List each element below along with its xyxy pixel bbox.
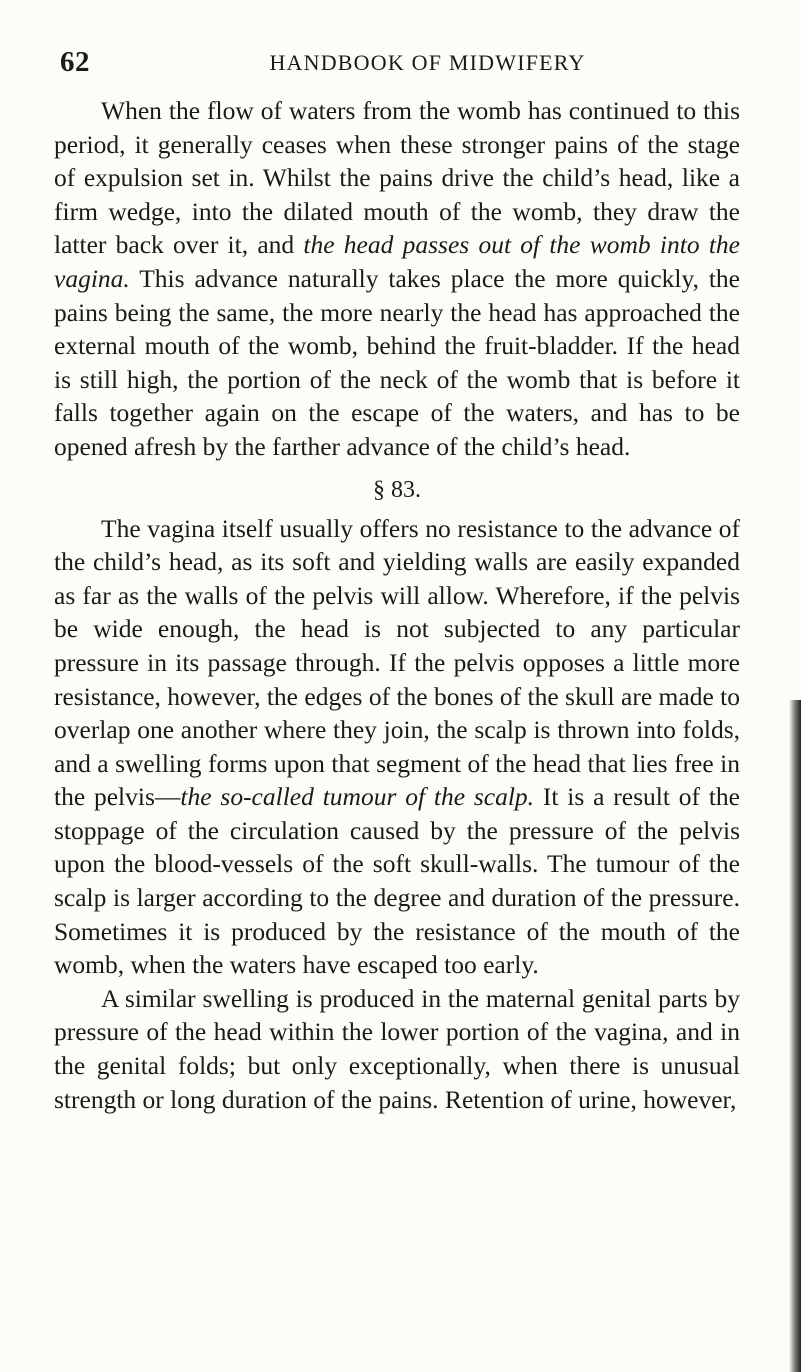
page-edge-shadow [789, 700, 801, 1372]
section-heading: § 83. [373, 476, 421, 503]
page-header [60, 46, 760, 86]
running-head: HANDBOOK OF MIDWIFERY [269, 50, 586, 75]
italic-phrase: the so-called tumour of the scalp. [180, 782, 535, 812]
body-text [54, 94, 740, 1116]
page-number: 62 [60, 46, 90, 78]
italic-phrase: the head passes out of the womb into the vagina. [54, 230, 740, 293]
paragraph-text: It is a result of the stoppage of the circulation caused by the pressure of the pelvis upon the blood-vessels of the soft skull-walls. The tumour of the scalp is larger according to the degree and duration of the pressure. Sometimes it is produced by the resistance of the mouth of the womb, when the waters have escaped too early. [54, 782, 740, 980]
paragraph-text: The vagina itself usually offers no resistance to the advance of the child’s head, as its soft and yielding walls are easily expanded as far as the walls of the pelvis will allow. Wherefore, if the pelvis be wide enough, the head is not subjected to any particular pressure in its passage through. If the pelvis opposes a little more resistance, however, the edges of the bones of the skull are made to overlap one another where they join, the scalp is thrown into folds, and a swelling forms upon that segment of the head that lies free in the pelvis— [54, 513, 740, 812]
paragraph-text: This advance naturally takes place the more quickly, the pains being the same, the more nearly the head has approached the external mouth of the womb, behind the fruit-bladder. If the head is still high, the portion of the neck of the womb that is before it falls together again on the escape of the waters, and has to be opened afresh by the farther advance of the child’s head. [54, 263, 740, 461]
paragraph-text: When the flow of waters from the womb has continued to this period, it generally ceases when these stronger pains of the stage of expulsion set in. Whilst the pains drive the child’s head, like a firm wedge, into the dilated mouth of the womb, they draw the latter back over it, and [54, 96, 740, 260]
paragraph: A similar swelling is produced in the maternal genital parts by pressure of the head within the lower portion of the vagina, and in the genital folds; but only exceptionally, when there is unusual strength or long duration of the pains. Retention of urine, however, [54, 983, 740, 1114]
paragraph [54, 94, 740, 464]
paragraph [54, 512, 740, 982]
